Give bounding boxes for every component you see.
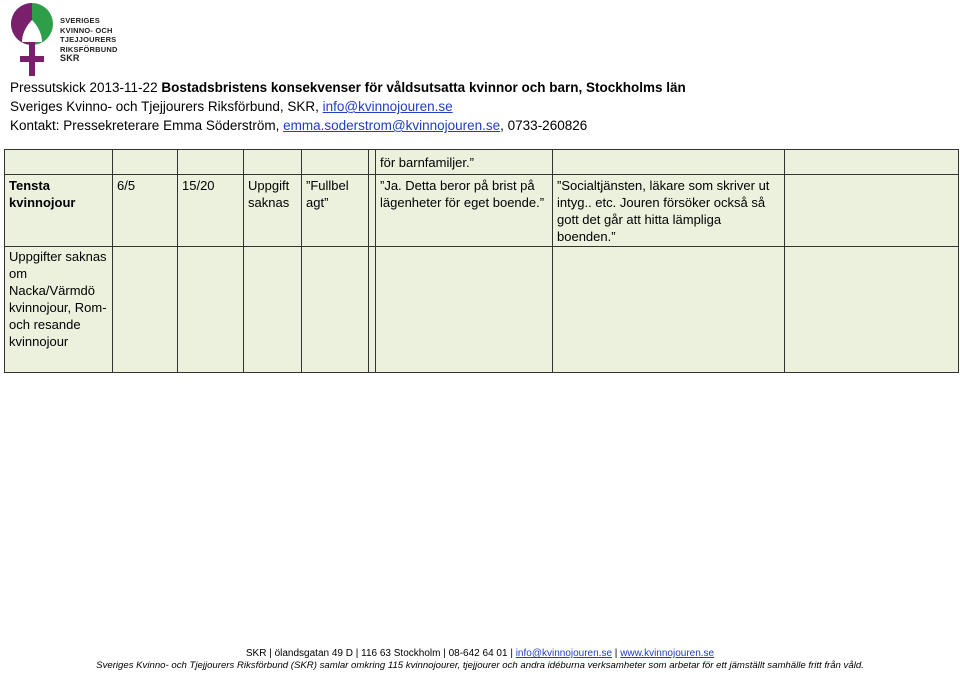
press-header	[10, 78, 686, 135]
header-line-1	[10, 78, 686, 97]
skr-logo	[8, 2, 168, 80]
logo-line-3: RIKSFÖRBUND	[60, 44, 118, 54]
shelter-table	[4, 149, 959, 373]
footer-web-link[interactable]: www.kvinnojouren.se	[620, 648, 715, 659]
cell-col3: Uppgift saknas	[244, 175, 302, 247]
cell-col2: 15/20	[178, 175, 244, 247]
footer-description: Sveriges Kvinno- och Tjejjourers Riksförbund (SKR) samlar omkring 115 kvinnojourer, tjejjourer och andra idéburna verksamheter som arbetar för ett jämställt samhälle fritt från våld.	[96, 660, 864, 671]
venus-symbol-icon	[8, 2, 56, 80]
cell-col1: 6/5	[113, 175, 178, 247]
table-row	[5, 150, 959, 175]
missing-info-cell	[5, 247, 113, 373]
logo-line-1: SVERIGES	[60, 16, 100, 25]
table-row	[5, 175, 959, 247]
table-row	[5, 247, 959, 373]
press-title: Bostadsbristens konsekvenser för våldsutsatta kvinnor och barn, Stockholms län	[161, 80, 686, 95]
org-name-cell: Tensta kvinnojour	[5, 175, 113, 247]
footer-address: SKR | ölandsgatan 49 D | 116 63 Stockholm | 08-642 64 01 |	[245, 648, 516, 659]
contact-email-link[interactable]: emma.soderstrom@kvinnojouren.se	[283, 118, 501, 133]
header-line-3	[10, 116, 686, 135]
cell-col4: ”Fullbel agt”	[302, 175, 369, 247]
contact-text: Kontakt: Pressekreterare Emma Söderström,	[10, 118, 284, 133]
info-email-link[interactable]: info@kvinnojouren.se	[322, 99, 453, 114]
sender-text: Sveriges Kvinno- och Tjejjourers Riksförbund, SKR,	[10, 99, 323, 114]
cell-continued-text: för barnfamiljer.”	[376, 150, 553, 175]
press-date: Pressutskick 2013-11-22	[10, 80, 162, 95]
cell-col6: ”Ja. Detta beror på brist på lägenheter för eget boende.”	[376, 175, 553, 247]
logo-wordmark	[60, 16, 168, 64]
cell-col7: ”Socialtjänsten, läkare som skriver ut intyg.. etc. Jouren försöker också så gott det går att hitta lämpliga boenden.”	[553, 175, 785, 247]
missing-info-text: Uppgifter saknas om Nacka/Värmdö kvinnojour, Rom- och resande kvinnojour	[9, 249, 107, 349]
logo-line-2: KVINNO- OCH TJEJJOURERS	[60, 25, 117, 44]
header-line-2	[10, 97, 686, 116]
footer-separator: |	[612, 648, 621, 659]
footer-email-link[interactable]: info@kvinnojouren.se	[515, 648, 613, 659]
logo-line-4: SKR	[60, 53, 80, 63]
contact-phone: , 0733-260826	[500, 118, 588, 133]
